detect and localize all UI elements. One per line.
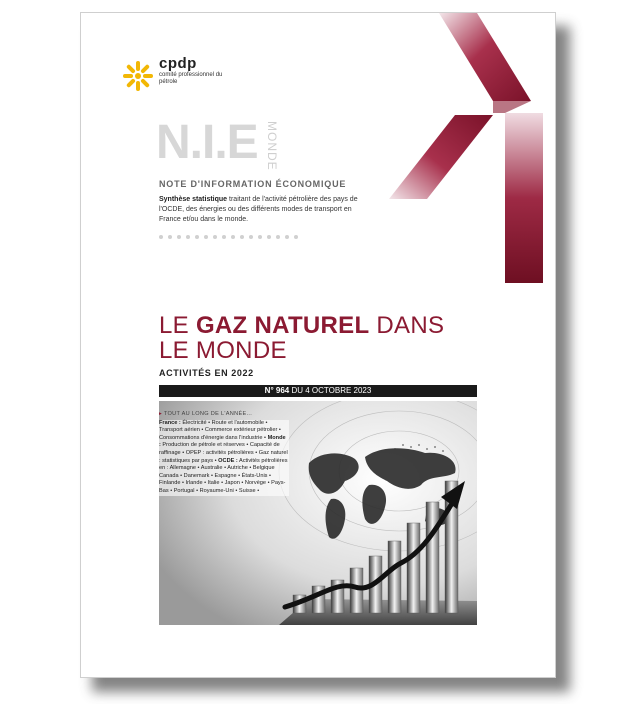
- summary-body: [159, 420, 289, 496]
- series-region: MONDE: [265, 121, 279, 171]
- illustration-bar: [407, 523, 420, 613]
- arrow-right-icon: ▸: [159, 411, 164, 417]
- series-label: NOTE D'INFORMATION ÉCONOMIQUE: [159, 179, 347, 189]
- summary-monde-text: Production de pétrole et réserves • Capacité de raffinage • OPEP : activités pétrolières • Gaz naturel : statistiques par pays •: [159, 442, 288, 464]
- issue-date: DU 4 OCTOBRE 2023: [289, 386, 372, 395]
- summary-monde-label: Monde :: [159, 434, 286, 449]
- cpdp-logo: [121, 57, 241, 97]
- illustration-bar: [388, 541, 401, 613]
- brand-chevron-graphic: [381, 13, 556, 288]
- summary-heading: [159, 411, 289, 419]
- illustration-bar: [426, 502, 439, 613]
- dotted-divider: [159, 235, 298, 239]
- logo-tagline: comité professionnel du pétrole: [159, 72, 223, 85]
- cpdp-star-icon: [121, 59, 155, 93]
- summary-france-label: France :: [159, 419, 181, 426]
- series-description-bold: Synthèse statistique: [159, 196, 228, 203]
- summary-ocde-label: OCDE :: [218, 457, 238, 464]
- issue-banner: [159, 385, 477, 397]
- title-prefix: LE: [159, 312, 196, 339]
- series-description-text: traitant de l'activité pétrolière des pays de l'OCDE, des énergies ou des différents modes de transport en France et/ou dans le monde.: [159, 196, 358, 223]
- contents-summary: [159, 411, 289, 496]
- report-title: [159, 313, 479, 363]
- title-suffix: DANS LE MONDE: [159, 312, 445, 364]
- document-cover: [80, 12, 556, 678]
- report-subtitle: ACTIVITÉS EN 2022: [159, 368, 254, 378]
- series-description: [159, 195, 359, 225]
- summary-ocde-text: Activités pétrolières en : Allemagne • Australie • Autriche • Belgique Canada • Danemark • Espagne • États-Unis • Finlande • Irlande • Italie • Japon • Norvège • Pays-Bas • Portugal • Royaume-Uni • Suisse •: [159, 457, 288, 494]
- summary-heading-text: TOUT AU LONG DE L'ANNÉE...: [163, 411, 253, 417]
- series-acronym: N.I.E: [156, 116, 258, 169]
- summary-france-text: Électricité • Route et l'automobile • Transport aérien • Commerce extérieur pétrolier • Consommations d'énergie dans l'industrie •: [159, 419, 281, 441]
- issue-number: N° 964: [264, 386, 290, 395]
- logo-name: cpdp: [159, 55, 197, 72]
- title-highlight: GAZ NATUREL: [195, 312, 370, 339]
